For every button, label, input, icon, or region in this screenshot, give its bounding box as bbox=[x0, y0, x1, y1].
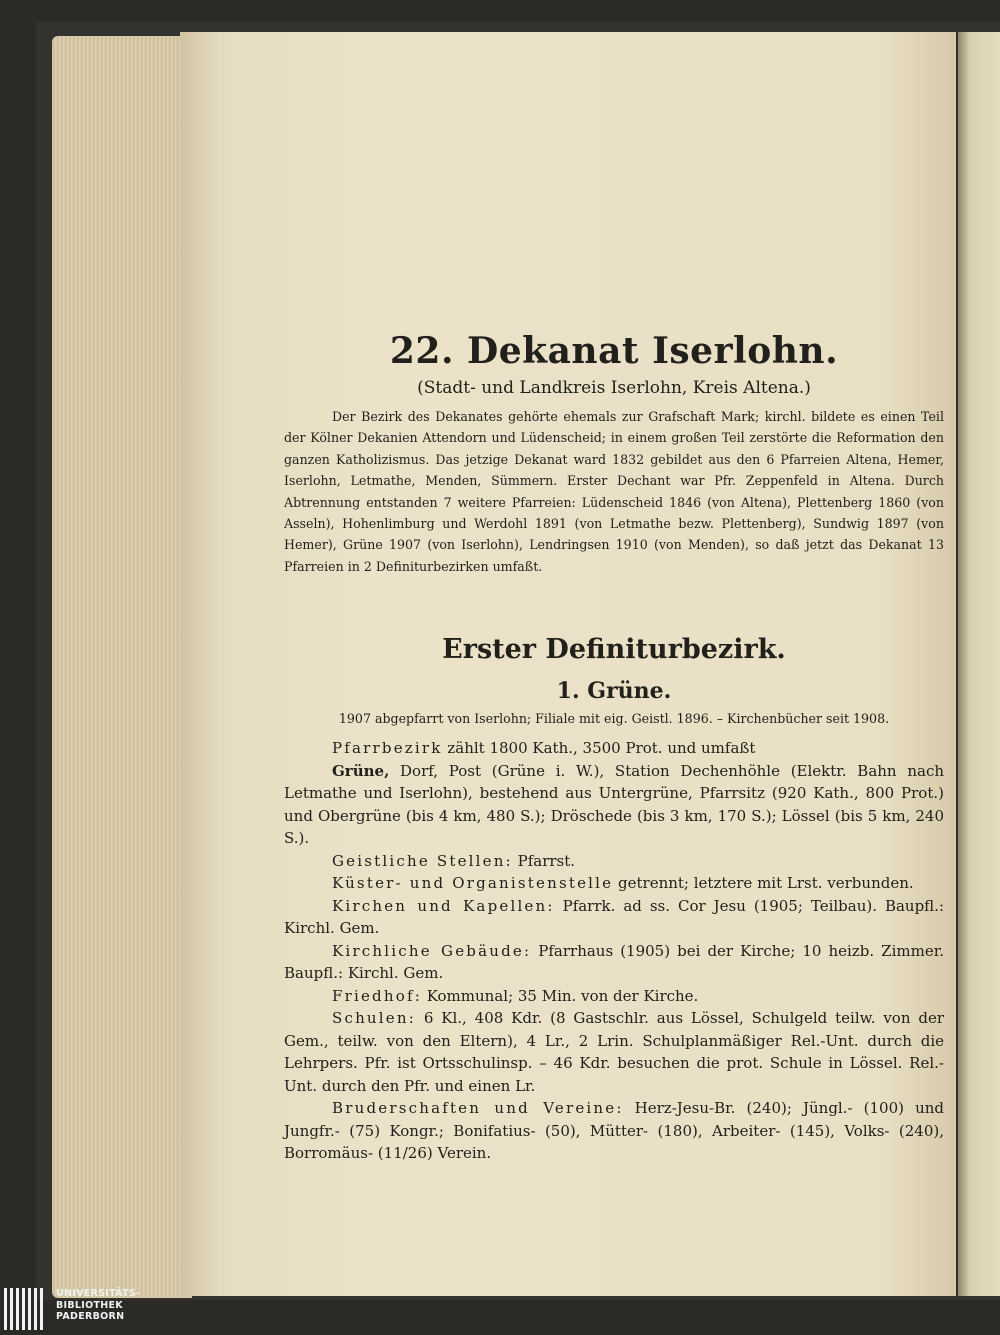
logo-line: PADERBORN bbox=[56, 1311, 125, 1322]
parish-meta: 1907 abgepfarrt von Iserlohn; Filiale mit eig. Geistl. 1896. – Kirchenbücher seit 1908. bbox=[338, 711, 890, 727]
paragraph-label: Küster- und Organistenstelle bbox=[332, 874, 614, 893]
paragraph-label: Pfarrbezirk bbox=[332, 739, 443, 758]
paragraph-gruene bbox=[284, 760, 944, 850]
logo-line: BIBLIOTHEK bbox=[56, 1299, 123, 1311]
paragraph-kirchen-kapellen bbox=[284, 895, 944, 940]
paragraph-text: zählt 1800 Kath., 3500 Prot. und umfaßt bbox=[442, 739, 756, 758]
paragraph-label: Kirchliche Gebäude: bbox=[332, 941, 532, 960]
chapter-intro: Der Bezirk des Dekanates gehörte ehemals zur Grafschaft Mark; kirchl. bildete es einen Teil der Kölner Dekanien Attendorn und Lüdenscheid; in einem großen Teil zerstörte die Reformation den ganzen Katholizismus. Das jetzige Dekanat ward 1832 gebildet aus den 6 Pfarreien Altena, Hemer, Iserlohn, Letmathe, Menden, Sümmern. Erster Dechant war Pfr. Zeppenfeld in Altena. Durch Abtrennung entstanden 7 weitere Pfarreien: Lüdenscheid 1846 (von Altena), Plettenberg 1860 (von Asseln), Hohenlimburg und Werdohl 1891 (von Letmathe bezw. Plettenberg), Sundwig 1897 (von Hemer), Grüne 1907 (von Iserlohn), Lendringsen 1910 (von Menden), so daß jetzt das Dekanat 13 Pfarreien in 2 Definiturbezirken umfaßt. bbox=[284, 409, 944, 574]
paragraph-text: getrennt; letztere mit Lrst. verbunden. bbox=[613, 874, 914, 893]
adjacent-page-edge bbox=[958, 32, 1000, 1296]
chapter-subtitle: (Stadt- und Landkreis Iserlohn, Kreis Altena.) bbox=[417, 378, 811, 398]
logo-line: UNIVERSITÄTS- bbox=[56, 1288, 141, 1299]
paragraph-text: Pfarrhaus (1905) bei der Kirche; 10 heizb. Zimmer. Baupfl.: Kirchl. Gem. bbox=[284, 941, 944, 983]
page-edges bbox=[52, 36, 192, 1298]
library-logo-icon bbox=[4, 1288, 50, 1332]
library-logo-text bbox=[56, 1288, 140, 1323]
parish-title: 1. Grüne. bbox=[556, 678, 672, 705]
library-logo bbox=[0, 1285, 160, 1335]
paragraph-pfarrbezirk bbox=[284, 737, 944, 760]
paragraph-label: Kirchen und Kapellen: bbox=[332, 896, 555, 915]
paragraph-geistliche-stellen bbox=[284, 850, 944, 873]
paragraph-schulen bbox=[284, 1007, 944, 1097]
paragraph-kuesterstelle bbox=[284, 872, 944, 895]
paragraph-label: Schulen: bbox=[332, 1009, 416, 1028]
paragraph-label: Bruderschaften und Vereine: bbox=[332, 1099, 624, 1118]
chapter-title: 22. Dekanat Iserlohn. bbox=[389, 330, 839, 372]
paragraph-text: Dorf, Post (Grüne i. W.), Station Dechenhöhle (Elektr. Bahn nach Letmathe und Iserlohn), bestehend aus Untergrüne, Pfarrsitz (920 Kath., 800 Prot.) und Obergrüne (bis 4 km, 480 S.); Dröschede (bis 3 km, 170 S.); Lössel (bis 5 km, 240 S.). bbox=[284, 761, 944, 848]
paragraph-text: Pfarrk. ad ss. Cor Jesu (1905; Teilbau). Baupfl.: Kirchl. Gem. bbox=[284, 896, 945, 938]
paragraph-text: 6 Kl., 408 Kdr. (8 Gastschlr. aus Lössel, Schulgeld teilw. von der Gem., teilw. von den Eltern), 4 Lr., 2 Lrin. Schulplanmäßiger Rel.-Unt. durch die Lehrpers. Pfr. ist Ortsschulinsp. – 46 Kdr. besuchen die prot. Schule in Lössel. Rel.-Unt. durch den Pfr. und einen Lr. bbox=[284, 1009, 944, 1095]
paragraph-label: Grüne, bbox=[332, 761, 390, 780]
paragraph-bruderschaften bbox=[284, 1097, 944, 1165]
paragraph-text: Herz-Jesu-Br. (240); Jüngl.- (100) und Jungfr.- (75) Kongr.; Bonifatius- (50), Mütter- (180), Arbeiter- (145), Volks- (240), Borromäus- (11/26) Verein. bbox=[284, 1099, 944, 1163]
page-content bbox=[284, 330, 944, 1165]
paragraph-label: Geistliche Stellen: bbox=[332, 851, 513, 870]
section-title: Erster Definiturbezirk. bbox=[442, 634, 786, 666]
paragraph-label: Friedhof: bbox=[332, 986, 422, 1005]
paragraph-text: Pfarrst. bbox=[512, 851, 576, 870]
paragraph-text: Kommunal; 35 Min. von der Kirche. bbox=[421, 986, 699, 1005]
paragraph-friedhof bbox=[284, 985, 944, 1008]
paragraph-kirchliche-gebaeude bbox=[284, 940, 944, 985]
